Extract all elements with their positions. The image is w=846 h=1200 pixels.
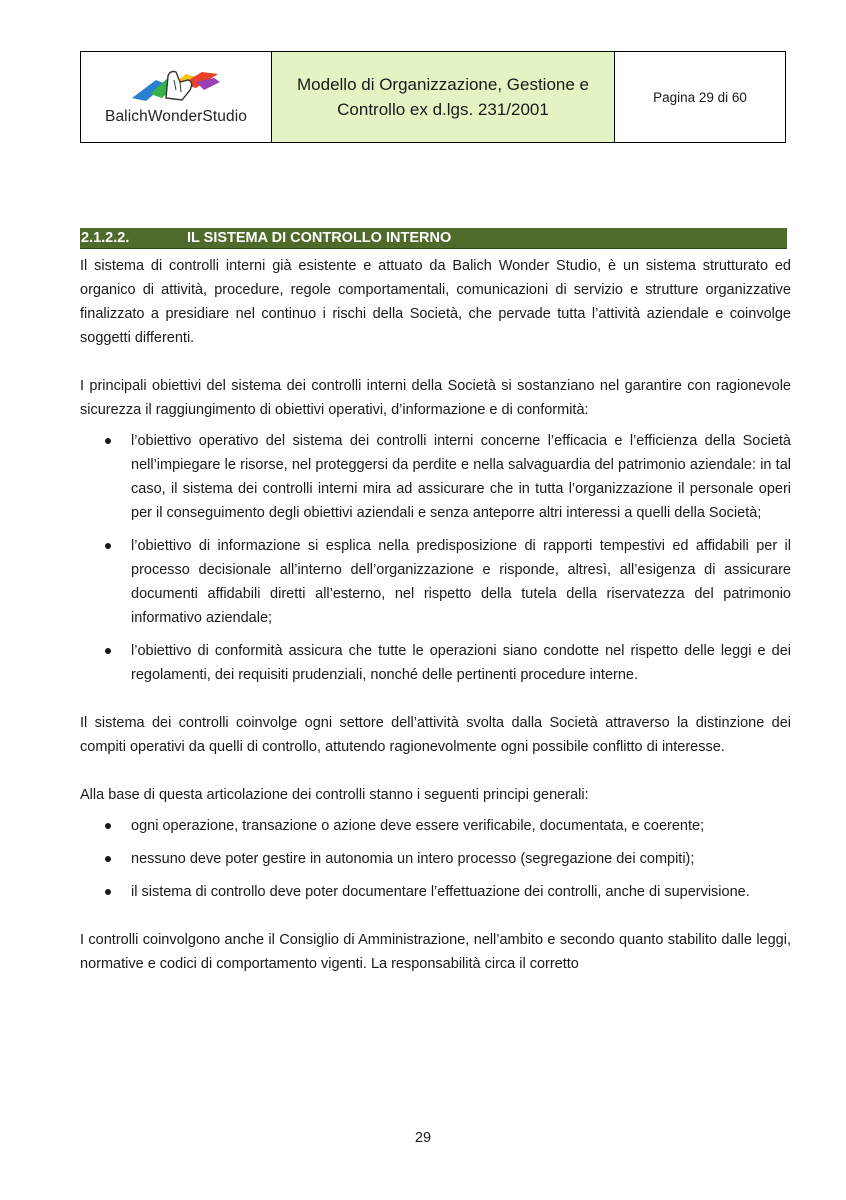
paragraph-intro: Il sistema di controlli interni già esistente e attuato da Balich Wonder Studio, è un sistema strutturato ed organico di attività, procedure, regole comportamentali, comunicazioni di servizio e strutture organizzative finalizzato a presidiare nel continuo i rischi della Società, che pervade tutta l’attività aziendale e coinvolge soggetti differenti. [80, 258, 791, 346]
paragraph-board-controls: I controlli coinvolgono anche il Consiglio di Amministrazione, nell’ambito e secondo quanto stabilito dalle leggi, normative e codici di comportamento vigenti. La responsabilità circa il corretto [80, 932, 791, 972]
paragraph-controls-scope: Il sistema dei controlli coinvolge ogni settore dell’attività svolta dalla Società attraverso la distinzione dei compiti operativi da quelli di controllo, attutendo ragionevolmente ogni possibile conflitto di interesse. [80, 715, 791, 755]
list-item: l’obiettivo di conformità assicura che tutte le operazioni siano condotte nel rispetto delle leggi e dei regolamenti, dei requisiti prudenziali, nonché delle pertinenti procedure interne. [80, 639, 791, 687]
document-body [80, 254, 791, 976]
section-number: 2.1.2.2. [81, 230, 130, 246]
logo-cell [81, 52, 272, 142]
paragraph-principles-intro: Alla base di questa articolazione dei controlli stanno i seguenti principi generali: [80, 787, 589, 803]
paragraph-objectives-intro: I principali obiettivi del sistema dei controlli interni della Società si sostanziano nel garantire con ragionevole sicurezza il raggiungimento di obiettivi operativi, d’informazione e di conformità: [80, 378, 791, 418]
list-item: nessuno deve poter gestire in autonomia un intero processo (segregazione dei compiti); [80, 847, 791, 871]
logo-text: BalichWonderStudio [105, 108, 247, 125]
page-number: 29 [414, 1130, 432, 1146]
document-title: Modello di Organizzazione, Gestione e Controllo ex d.lgs. 231/2001 [272, 52, 615, 142]
list-item: il sistema di controllo deve poter documentare l’effettuazione dei controlli, anche di supervisione. [80, 880, 791, 904]
section-heading [80, 228, 787, 249]
list-item: ogni operazione, transazione o azione deve essere verificabile, documentata, e coerente; [80, 814, 791, 838]
page-indicator: Pagina 29 di 60 [653, 89, 747, 105]
list-item: l’obiettivo operativo del sistema dei controlli interni concerne l’efficacia e l’efficienza della Società nell’impiegare le risorse, nel proteggersi da perdite e nella salvaguardia del patrimonio aziendale: in tal caso, il sistema dei controlli interni mira ad assicurare che in tutta l’organizzazione il personale operi per il conseguimento degli obiettivi aziendali e senza anteporre altri interessi a quelli della Società; [80, 429, 791, 525]
document-header [80, 51, 786, 143]
section-title: IL SISTEMA DI CONTROLLO INTERNO [187, 230, 452, 246]
list-item: l’obiettivo di informazione si esplica nella predisposizione di rapporti tempestivi ed affidabili per il processo decisionale all’interno dell’organizzazione e risponde, altresì, all’esigenza di assicurare documenti affidabili diretti all’esterno, nel rispetto della tutela della riservatezza del patrimonio informativo aziendale; [80, 534, 791, 630]
objectives-list [80, 429, 791, 687]
company-logo-icon [130, 68, 222, 104]
principles-list [80, 814, 791, 904]
